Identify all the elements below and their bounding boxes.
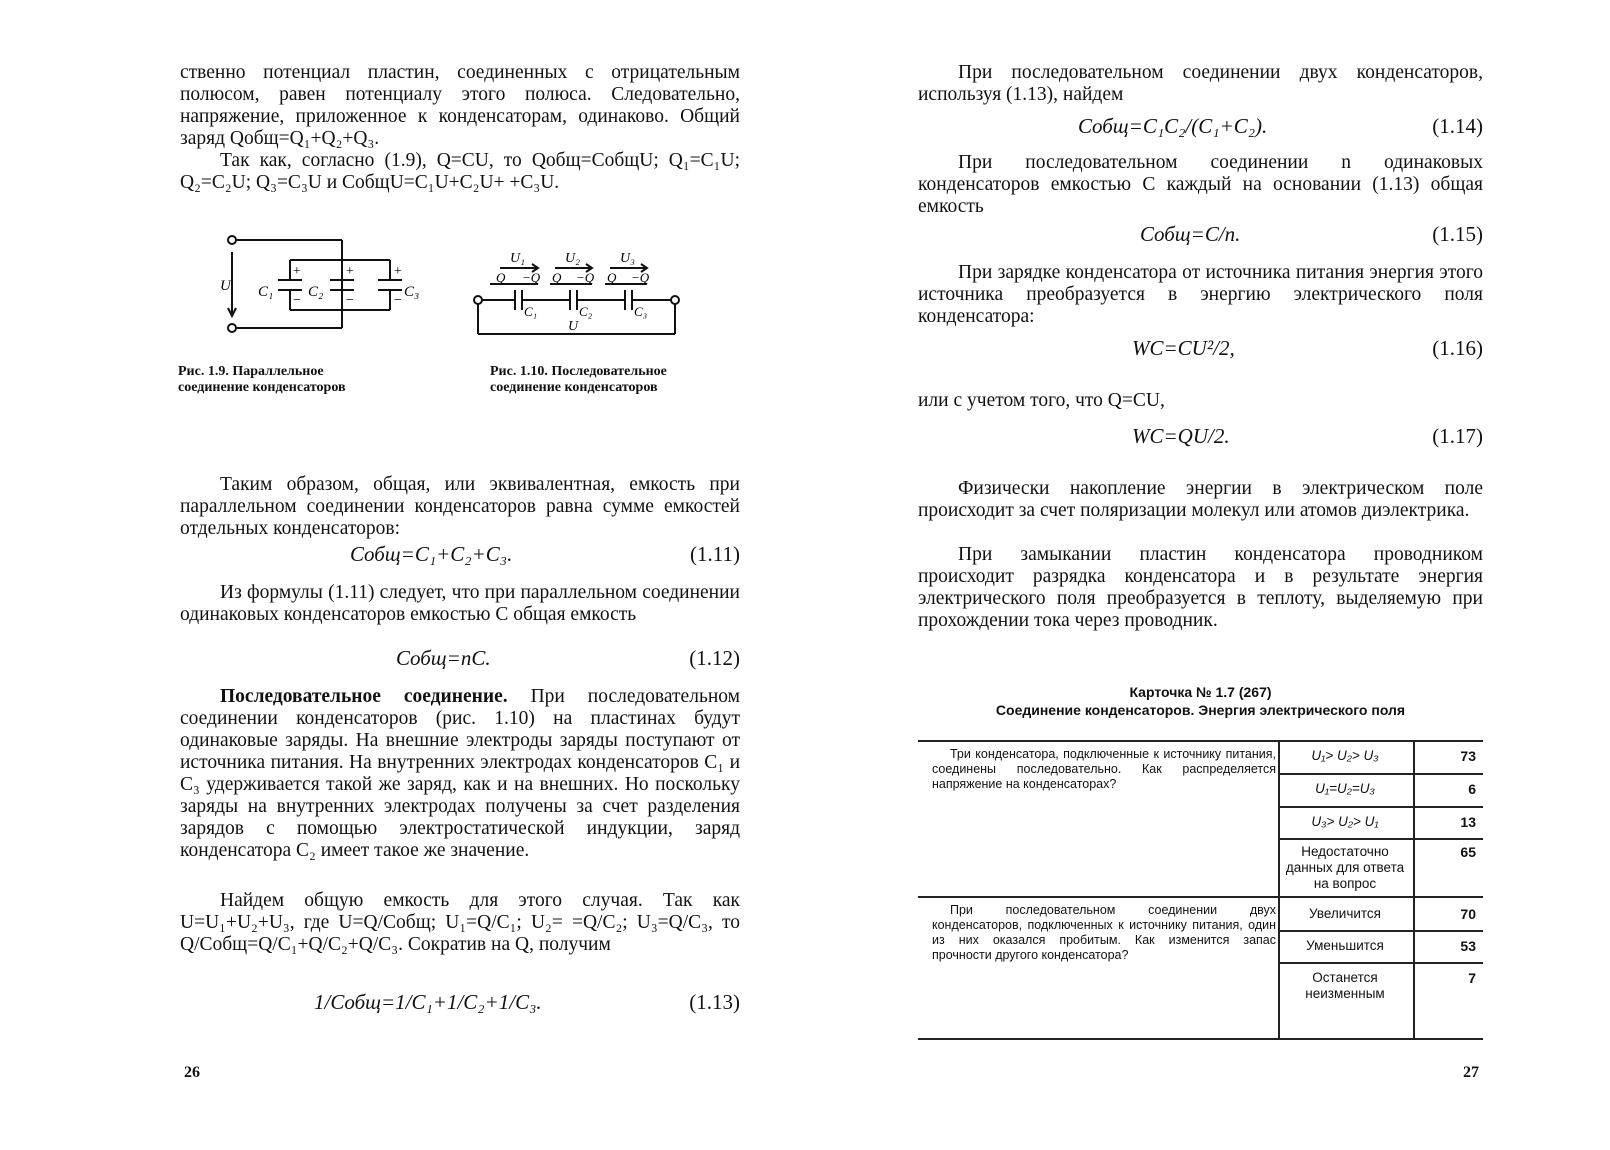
capacitor-label: C₂ — [308, 284, 324, 300]
page-number: 26 — [184, 1064, 200, 1081]
answer-option[interactable]: U₁=U₂=U₃ — [1315, 781, 1375, 796]
formula-expression: WC=QU/2. — [1132, 424, 1230, 448]
formula-number: (1.13) — [689, 990, 740, 1014]
left-page — [180, 0, 740, 1150]
test-card-table — [918, 740, 1483, 1040]
capacitor-label: C₁ — [524, 304, 538, 319]
charge-label: −Q — [576, 270, 595, 285]
plus-sign: + — [345, 264, 355, 279]
answer-score: 73 — [1460, 748, 1476, 764]
card-subtitle: Соединение конденсаторов. Энергия электрического поля — [995, 702, 1406, 718]
figure-caption: Рис. 1.9. Параллельное соединение конденсаторов — [178, 364, 346, 395]
minus-sign: − — [345, 293, 355, 308]
charge-label: −Q — [522, 270, 541, 285]
voltage-label: U₃ — [620, 251, 635, 266]
paragraph: Физически накопление энергии в электрическом поле происходит за счет поляризации молекул или атомов диэлектрика. — [918, 478, 1483, 521]
answer-option[interactable]: Недостаточно данных для ответа на вопрос — [1285, 844, 1405, 891]
answer-score: 70 — [1460, 906, 1476, 922]
charge-label: Q — [496, 270, 506, 285]
page-number: 27 — [1463, 1064, 1479, 1081]
charge-label: Q — [607, 270, 617, 285]
capacitor-label: C₂ — [579, 304, 593, 319]
answer-score: 65 — [1460, 844, 1476, 860]
answer-score: 7 — [1468, 970, 1476, 986]
answer-score: 13 — [1460, 814, 1476, 830]
formula-number: (1.14) — [1432, 114, 1483, 138]
paragraph: При замыкании пластин конденсатора проводником происходит разрядка конденсатора и в результате энергия электрического поля преобразуется в теплоту, выделяемую при прохождении тока через проводник. — [918, 544, 1483, 631]
formula-expression: Cобщ=C₁C₂/(C₁+C₂). — [1078, 114, 1268, 138]
formula-number: (1.11) — [690, 542, 740, 566]
voltage-label: U₁ — [510, 251, 525, 266]
formula-expression: Cобщ=nC. — [396, 646, 491, 670]
minus-sign: − — [292, 293, 302, 308]
formula-expression: WC=CU²/2, — [1132, 336, 1235, 360]
capacitor-label: C₃ — [634, 304, 648, 319]
card-title: Карточка № 1.7 (267) — [1129, 684, 1272, 700]
voltage-label: U — [220, 278, 231, 294]
formula-number: (1.15) — [1432, 222, 1483, 246]
paragraph-text: При последовательном соединении конденсаторов (рис. 1.10) на пластинах будут одинаковые заряды. На внешние электроды заряды поступают от источника питания. На внутренних электродах конденсаторов C₁ и C₃ удерживается такой же заряд, как и на внешних. Но поскольку заряды на внутренних электродах получены за счет разделения зарядов с помощью электростатической индукции, заряд конденсатора C₂ имеет такое же значение. — [180, 686, 740, 861]
formula-number: (1.16) — [1432, 336, 1483, 360]
paragraph: Так как, согласно (1.9), Q=CU, то Qобщ=CобщU; Q₁=C₁U; Q₂=C₂U; Q₃=C₃U и CобщU=C₁U+C₂U+ +C₃U. — [180, 150, 740, 193]
paragraph: При зарядке конденсатора от источника питания энергия этого источника преобразуется в энергию электрического поля конденсатора: — [918, 262, 1483, 327]
paragraph: При последовательном соединении n одинаковых конденсаторов емкостью C каждый на основании (1.13) общая емкость — [918, 152, 1483, 217]
formula-expression: Cобщ=C/n. — [1140, 222, 1241, 246]
paragraph: Из формулы (1.11) следует, что при параллельном соединении одинаковых конденсаторов емкостью C общая емкость — [180, 582, 740, 625]
section-heading: Последовательное соединение. — [220, 686, 508, 707]
capacitor-label: C₁ — [258, 284, 274, 300]
formula-number: (1.17) — [1432, 424, 1483, 448]
paragraph — [180, 686, 740, 862]
charge-label: Q — [552, 270, 562, 285]
minus-sign: − — [393, 293, 403, 308]
series-capacitors-diagram — [470, 246, 685, 342]
formula-number: (1.12) — [689, 646, 740, 670]
answer-score: 6 — [1468, 781, 1476, 797]
paragraph: При последовательном соединении двух конденсаторов, используя (1.13), найдем — [918, 62, 1483, 105]
figure-caption: Рис. 1.10. Последовательное соединение конденсаторов — [490, 364, 667, 395]
question-1: Три конденсатора, подключенные к источнику питания, соединены последовательно. Как распределяется напряжение на конденсаторах? — [932, 747, 1276, 791]
plus-sign: + — [393, 264, 403, 279]
paragraph: Найдем общую емкость для этого случая. Так как U=U₁+U₂+U₃, где U=Q/Cобщ; U₁=Q/C₁; U₂= =Q/C₂; U₃=Q/C₃, то Q/Cобщ=Q/C₁+Q/C₂+Q/C₃. Сократив на Q, получим — [180, 890, 740, 955]
voltage-label: U — [568, 319, 579, 334]
answer-option[interactable]: U₃> U₂> U₁ — [1311, 814, 1379, 829]
answer-option[interactable]: Уменьшится — [1306, 938, 1384, 953]
paragraph: ственно потенциал пластин, соединенных с отрицательным полюсом, равен потенциалу этого полюса. Следовательно, напряжение, приложенное к конденсаторам, одинаково. Общий заряд Qобщ=Q₁+Q₂+Q₃. — [180, 62, 740, 149]
paragraph: или с учетом того, что Q=CU, — [918, 390, 1165, 411]
voltage-label: U₂ — [565, 251, 580, 266]
formula-expression: Cобщ=C₁+C₂+C₃. — [350, 542, 513, 566]
formula-expression: 1/Cобщ=1/C₁+1/C₂+1/C₃. — [314, 990, 542, 1014]
answer-option[interactable]: Останется неизменным — [1305, 970, 1385, 1001]
parallel-capacitors-diagram — [220, 228, 420, 343]
answer-option[interactable]: Увеличится — [1309, 906, 1381, 921]
answer-option[interactable]: U₁> U₂> U₃ — [1311, 748, 1379, 763]
paragraph: Таким образом, общая, или эквивалентная, емкость при параллельном соединении конденсаторов равна сумме емкостей отдельных конденсаторов: — [180, 474, 740, 539]
capacitor-label: C₃ — [404, 284, 420, 300]
question-2: При последовательном соединении двух конденсаторов, подключенных к источнику питания, один из них оказался пробитым. Как изменится запас прочности другого конденсатора? — [932, 903, 1276, 962]
charge-label: −Q — [631, 270, 650, 285]
answer-score: 53 — [1460, 938, 1476, 954]
plus-sign: + — [292, 264, 302, 279]
right-page — [918, 0, 1483, 1150]
